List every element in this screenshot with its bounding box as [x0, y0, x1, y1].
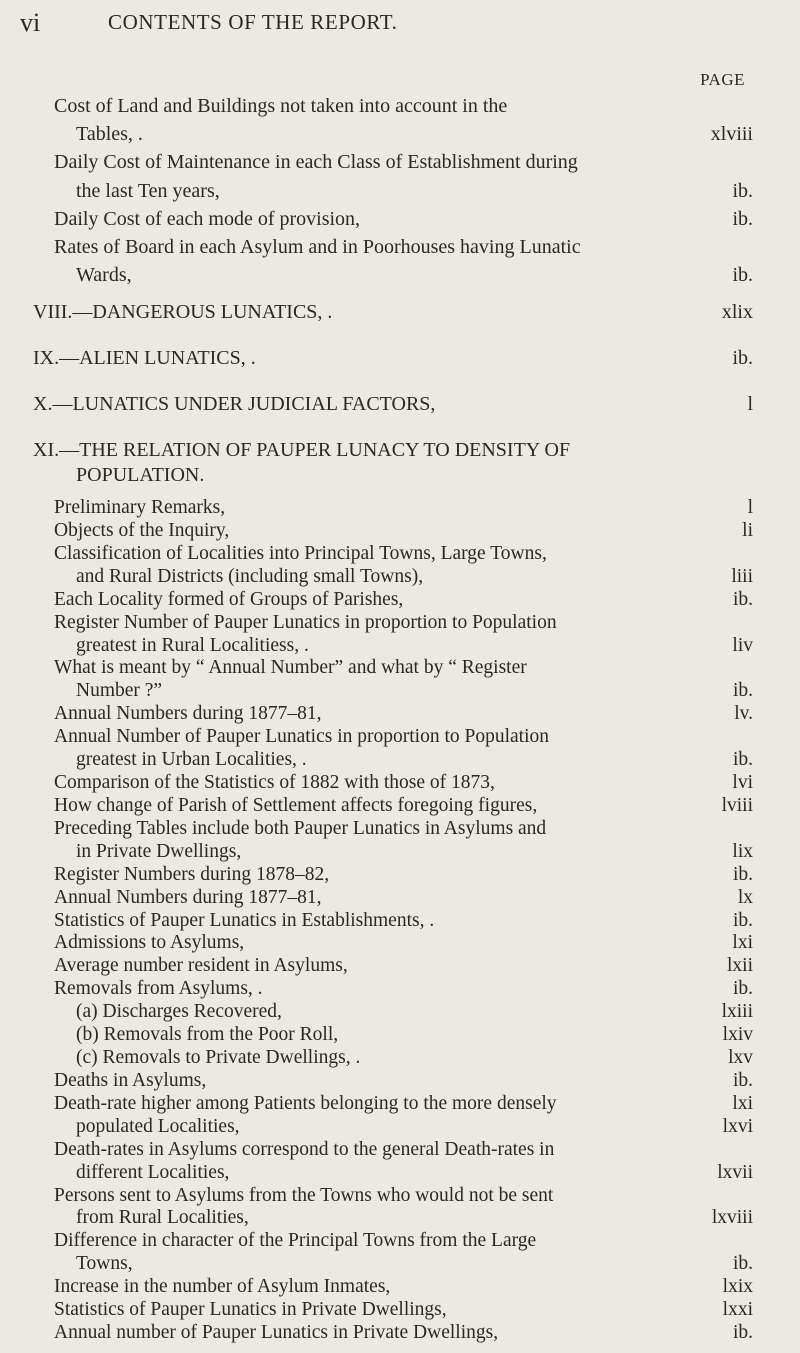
entry-text: Deaths in Asylums,	[54, 1069, 207, 1091]
entry-page: ib.	[732, 207, 753, 230]
page-column-label: PAGE	[700, 70, 745, 89]
entry-page: ib.	[732, 680, 753, 702]
entry-text: Cost of Land and Buildings not taken into account in the	[54, 95, 508, 117]
entry-page: lvi	[732, 772, 753, 793]
entry-page: ib.	[732, 1253, 753, 1275]
section-title: VIII.—DANGEROUS LUNATICS, .	[33, 301, 333, 323]
entry-text: from Rural Localities,	[76, 1207, 249, 1229]
entry-text: Preliminary Remarks,	[54, 497, 226, 518]
entry-page: lx	[737, 886, 753, 908]
entry-page: lxiii	[721, 1001, 753, 1023]
entry-text: Towns,	[76, 1253, 133, 1275]
entry-text: different Localities,	[76, 1161, 230, 1183]
entry-text: and Rural Districts (including small Towns),	[76, 565, 424, 587]
entry-page: lxii	[726, 955, 753, 977]
entry-text: Statistics of Pauper Lunatics in Private Dwellings,	[54, 1299, 447, 1321]
entry-page: l	[747, 393, 753, 415]
entry-page: lxi	[732, 932, 753, 954]
entry-text: Death-rate higher among Patients belonging to the more densely	[54, 1092, 557, 1114]
entry-text: Wards,	[76, 264, 132, 287]
page-header	[20, 8, 780, 48]
entry-text: populated Localities,	[76, 1115, 240, 1137]
entry-text: Comparison of the Statistics of 1882 with those of 1873,	[54, 772, 495, 793]
entry-text: in Private Dwellings,	[76, 840, 242, 862]
entry-page: ib.	[732, 347, 753, 369]
entry-text: Persons sent to Asylums from the Towns who would not be sent	[54, 1184, 554, 1206]
entry-text: the last Ten years,	[76, 179, 220, 202]
entry-page: lxviii	[711, 1207, 753, 1229]
entry-page: lxix	[722, 1276, 753, 1298]
running-title: CONTENTS OF THE REPORT.	[108, 10, 398, 34]
entry-text: Objects of the Inquiry,	[54, 519, 230, 541]
entry-text: Average number resident in Asylums,	[54, 955, 348, 977]
entry-text: (c) Removals to Private Dwellings, .	[76, 1047, 361, 1068]
entry-page: lxxi	[722, 1299, 753, 1321]
entry-page: lxv	[728, 1047, 753, 1068]
entry-text: Classification of Localities into Principal Towns, Large Towns,	[54, 542, 547, 564]
entry-text: Annual Number of Pauper Lunatics in proportion to Population	[54, 726, 550, 748]
entry-text: Difference in character of the Principal Towns from the Large	[54, 1230, 537, 1252]
entry-text: Annual Numbers during 1877–81,	[54, 886, 322, 908]
entry-text: Preceding Tables include both Pauper Lunatics in Asylums and	[54, 817, 547, 839]
entry-text: Statistics of Pauper Lunatics in Establishments, .	[54, 909, 435, 931]
entry-text: Register Number of Pauper Lunatics in proportion to Population	[54, 611, 557, 633]
entry-page: ib.	[732, 588, 753, 610]
entry-text: Increase in the number of Asylum Inmates,	[54, 1276, 391, 1298]
entry-page: lxiv	[722, 1024, 753, 1046]
entry-text: Rates of Board in each Asylum and in Poorhouses having Lunatic	[54, 236, 581, 258]
entry-page: liii	[731, 565, 753, 587]
entry-text: Each Locality formed of Groups of Parishes,	[54, 588, 404, 610]
entry-page: liv	[732, 634, 753, 656]
entry-text: How change of Parish of Settlement affects foregoing figures,	[54, 794, 538, 816]
entry-page: lviii	[721, 794, 753, 816]
entry-page: lxi	[732, 1092, 753, 1114]
entry-text: Annual number of Pauper Lunatics in Private Dwellings,	[54, 1322, 499, 1343]
entry-page: ib.	[732, 1322, 753, 1343]
entry-text: (b) Removals from the Poor Roll,	[76, 1024, 339, 1046]
entry-text: What is meant by “ Annual Number” and what by “ Register	[54, 657, 527, 679]
entry-text: Daily Cost of each mode of provision,	[54, 207, 361, 230]
entry-page: lv.	[734, 703, 753, 725]
entry-page: ib.	[732, 909, 753, 931]
page-number: vi	[20, 8, 41, 37]
entry-text: Tables, .	[76, 123, 143, 146]
entry-text: Admissions to Asylums,	[54, 932, 245, 954]
entry-text: Register Numbers during 1878–82,	[54, 863, 330, 885]
entry-page: ib.	[732, 749, 753, 771]
entry-text: Removals from Asylums, .	[54, 978, 263, 1000]
entry-page: ib.	[732, 978, 753, 1000]
entry-page: lix	[732, 840, 753, 862]
entry-page: ib.	[732, 179, 753, 202]
section-title: X.—LUNATICS UNDER JUDICIAL FACTORS,	[33, 393, 436, 415]
entry-page: li	[742, 519, 753, 541]
entry-page: xlviii	[710, 123, 753, 146]
entry-page: xlix	[721, 301, 753, 323]
entry-text: Daily Cost of Maintenance in each Class of Establishment during	[54, 151, 578, 174]
entry-text: greatest in Rural Localitiess, .	[76, 634, 309, 656]
section-title: POPULATION.	[76, 464, 205, 486]
entry-page: ib.	[732, 264, 753, 287]
entry-text: Number ?”	[76, 680, 163, 702]
entry-text: greatest in Urban Localities, .	[76, 749, 307, 771]
section-title: IX.—ALIEN LUNATICS, .	[33, 347, 256, 369]
entry-page: lxvii	[717, 1161, 753, 1183]
section-title: XI.—THE RELATION OF PAUPER LUNACY TO DENSITY OF	[33, 439, 571, 461]
entry-page: l	[747, 497, 753, 518]
entry-page: lxvi	[722, 1115, 753, 1137]
entry-page: ib.	[732, 863, 753, 885]
entry-text: (a) Discharges Recovered,	[76, 1001, 282, 1023]
entry-text: Annual Numbers during 1877–81,	[54, 703, 322, 725]
entry-text: Death-rates in Asylums correspond to the general Death-rates in	[54, 1138, 555, 1160]
entry-page: ib.	[732, 1069, 753, 1091]
